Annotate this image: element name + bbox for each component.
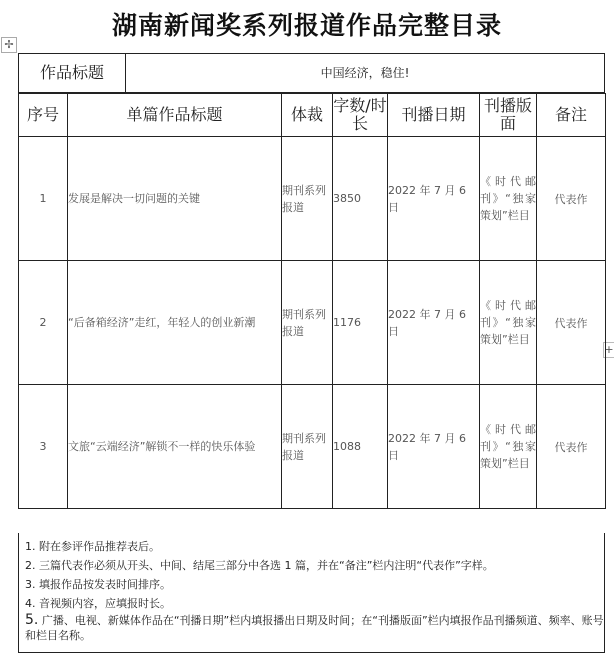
works-table (18, 93, 606, 509)
row-length[interactable]: 3850 (333, 137, 388, 261)
row-title[interactable]: “后备箱经济”走红，年轻人的创业新潮 (68, 261, 282, 385)
table-row (19, 137, 606, 261)
row-num[interactable]: 2 (19, 261, 68, 385)
page-title: 湖南新闻奖系列报道作品完整目录 (111, 11, 502, 40)
note-number: 3. (25, 578, 36, 591)
note-number: 5. (25, 612, 39, 628)
note-text: 广播、电视、新媒体作品在“刊播日期”栏内填报播出日期及时间；在“刊播版面”栏内填报作品刊播频道、频率、账号和栏目名称。 (25, 614, 604, 642)
row-title[interactable]: 发展是解决一切问题的关键 (68, 137, 282, 261)
col-header-num: 序号 (19, 94, 68, 137)
note-number: 4. (25, 597, 36, 610)
row-length[interactable]: 1176 (333, 261, 388, 385)
row-note[interactable]: 代表作 (537, 261, 606, 385)
row-column[interactable]: 《时代邮刊》“独家策划”栏目 (480, 385, 537, 509)
row-genre[interactable]: 期刊系列报道 (282, 385, 333, 509)
col-header-length: 字数/时长 (333, 94, 388, 137)
note-item (25, 594, 604, 613)
work-title-value[interactable]: 中国经济，稳住! (320, 66, 410, 80)
row-genre[interactable]: 期刊系列报道 (282, 137, 333, 261)
row-num[interactable]: 1 (19, 137, 68, 261)
col-header-title: 单篇作品标题 (68, 94, 282, 137)
row-date[interactable]: 2022 年 7 月 6 日 (388, 385, 480, 509)
col-header-note: 备注 (537, 94, 606, 137)
table-move-handle-icon[interactable]: ✢ (1, 37, 17, 53)
row-column[interactable]: 《时代邮刊》“独家策划”栏目 (480, 137, 537, 261)
note-item (25, 556, 604, 575)
row-title[interactable]: 文旅“云端经济”解锁不一样的快乐体验 (68, 385, 282, 509)
row-num[interactable]: 3 (19, 385, 68, 509)
add-row-icon[interactable]: + (604, 343, 614, 356)
note-item (25, 575, 604, 594)
table-row (19, 261, 606, 385)
note-item (25, 537, 604, 556)
note-number: 2. (25, 559, 36, 572)
note-text: 填报作品按发表时间排序。 (39, 578, 171, 591)
row-length[interactable]: 1088 (333, 385, 388, 509)
col-header-genre: 体裁 (282, 94, 333, 137)
row-column[interactable]: 《时代邮刊》“独家策划”栏目 (480, 261, 537, 385)
notes-section (18, 533, 605, 653)
table-header-row (19, 94, 606, 137)
row-genre[interactable]: 期刊系列报道 (282, 261, 333, 385)
work-title-label: 作品标题 (19, 54, 126, 92)
note-text: 三篇代表作必须从开头、中间、结尾三部分中各选 1 篇，并在“备注”栏内注明“代表作”字样。 (39, 559, 494, 572)
note-item (25, 613, 604, 643)
note-text: 音视频内容，应填报时长。 (39, 597, 171, 610)
col-header-column: 刊播版面 (480, 94, 537, 137)
row-note[interactable]: 代表作 (537, 385, 606, 509)
row-date[interactable]: 2022 年 7 月 6 日 (388, 261, 480, 385)
table-row (19, 385, 606, 509)
note-text: 附在参评作品推荐表后。 (39, 540, 160, 553)
note-number: 1. (25, 540, 36, 553)
work-title-row (18, 53, 605, 93)
row-date[interactable]: 2022 年 7 月 6 日 (388, 137, 480, 261)
col-header-date: 刊播日期 (388, 94, 480, 137)
row-note[interactable]: 代表作 (537, 137, 606, 261)
